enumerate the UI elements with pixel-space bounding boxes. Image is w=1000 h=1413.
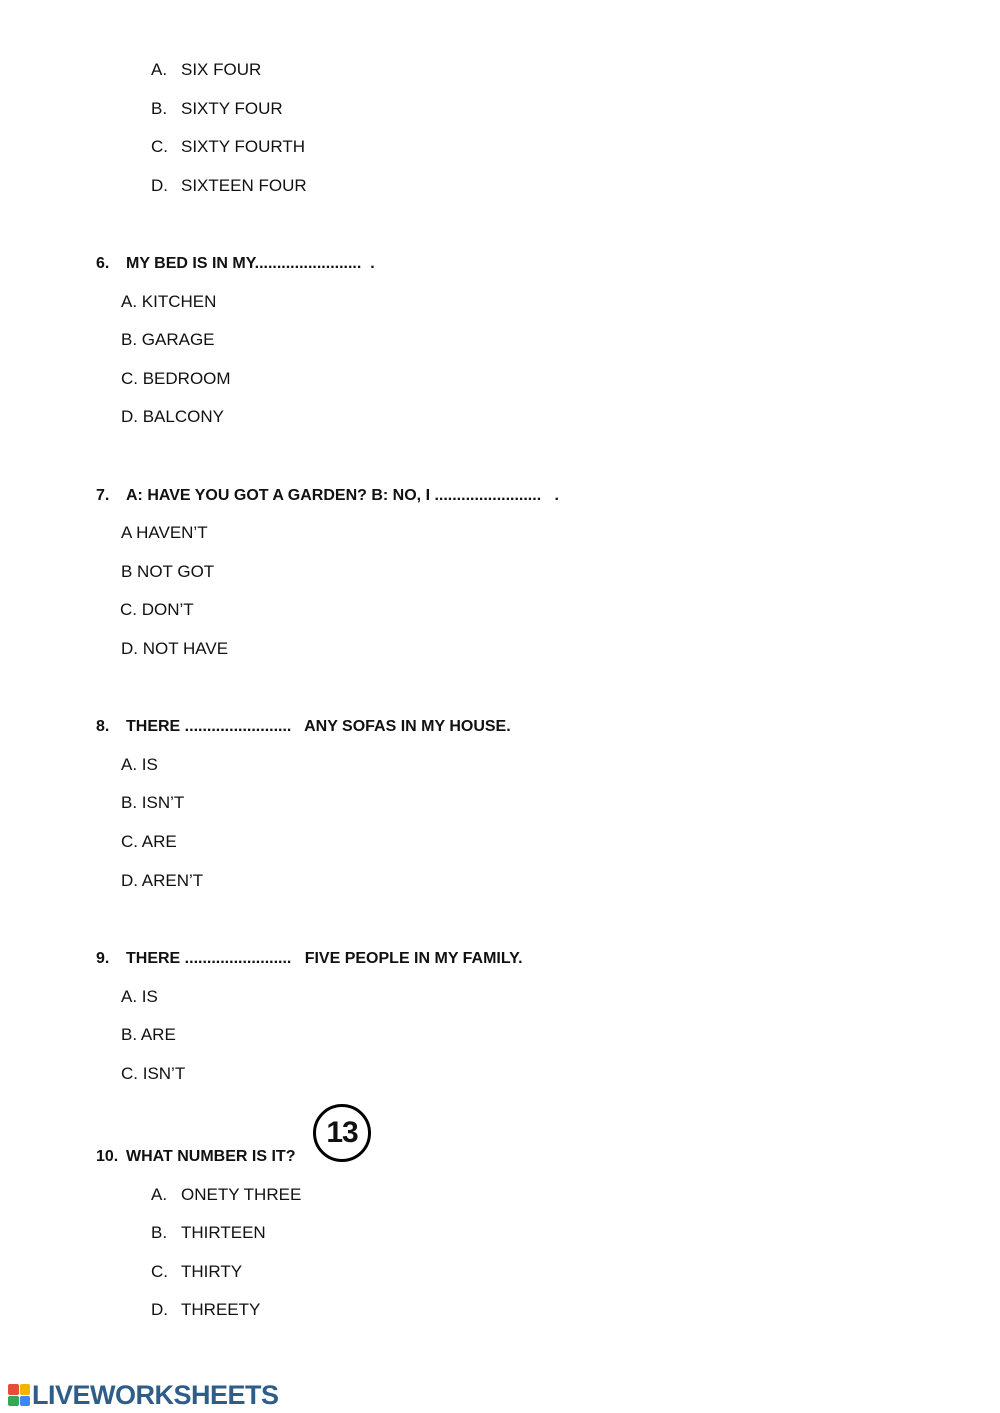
q10-number-figure: 13 — [313, 1104, 371, 1162]
q6-option-c[interactable]: C. BEDROOM — [121, 369, 231, 388]
q10-option-c[interactable]: C. THIRTY — [151, 1262, 243, 1281]
q5-option-a[interactable]: A. SIX FOUR — [151, 60, 262, 79]
q6-option-b[interactable]: B. GARAGE — [121, 330, 215, 349]
q10-option-b[interactable]: B. THIRTEEN — [151, 1223, 266, 1242]
q5-option-d[interactable]: D. SIXTEEN FOUR — [151, 176, 307, 195]
q7-option-d[interactable]: D. NOT HAVE — [121, 639, 229, 658]
q7-question: 7. A: HAVE YOU GOT A GARDEN? B: NO, I ........................ . — [96, 487, 559, 504]
liveworksheets-logo-icon — [8, 1384, 30, 1406]
q8-option-a[interactable]: A. IS — [121, 755, 158, 774]
q7-option-b[interactable]: B NOT GOT — [121, 562, 215, 581]
q9-question: 9. THERE ........................ FIVE PEOPLE IN MY FAMILY. — [96, 950, 523, 967]
q10-option-a[interactable]: A. ONETY THREE — [151, 1185, 302, 1204]
q5-option-b[interactable]: B. SIXTY FOUR — [151, 99, 283, 118]
logo-text: LIVEWORKSHEETS — [32, 1379, 279, 1410]
q8-option-c[interactable]: C. ARE — [121, 832, 177, 851]
q5-option-c[interactable]: C. SIXTY FOURTH — [151, 137, 306, 156]
q6-question: 6. MY BED IS IN MY........................ . — [96, 255, 375, 272]
q6-option-a[interactable]: A. KITCHEN — [121, 292, 217, 311]
q8-question: 8. THERE ........................ ANY SOFAS IN MY HOUSE. — [96, 718, 511, 735]
q6-option-d[interactable]: D. BALCONY — [121, 407, 224, 426]
q9-option-c[interactable]: C. ISN’T — [121, 1064, 186, 1083]
q9-option-b[interactable]: B. ARE — [121, 1025, 176, 1044]
liveworksheets-logo[interactable] — [8, 1381, 279, 1409]
q9-option-a[interactable]: A. IS — [121, 987, 158, 1006]
q7-option-a[interactable]: A HAVEN’T — [121, 523, 208, 542]
q10-question: 10. WHAT NUMBER IS IT? — [96, 1148, 296, 1165]
q8-option-b[interactable]: B. ISN’T — [121, 793, 185, 812]
q7-option-c[interactable]: C. DON’T — [120, 600, 194, 619]
q10-option-d[interactable]: D. THREETY — [151, 1300, 261, 1319]
q8-option-d[interactable]: D. AREN’T — [121, 871, 204, 890]
